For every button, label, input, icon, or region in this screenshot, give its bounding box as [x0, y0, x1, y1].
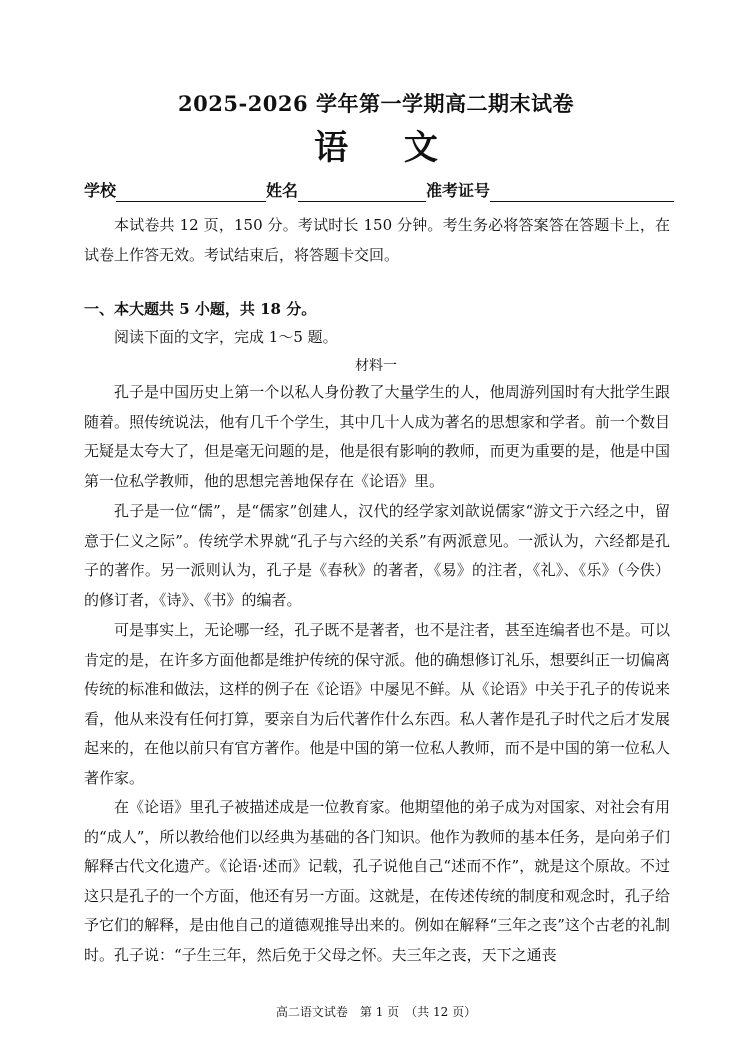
student-info-line	[84, 178, 674, 202]
section-instruction: 阅读下面的文字，完成 1～5 题。	[114, 328, 338, 346]
exam-id-label: 准考证号	[426, 181, 491, 200]
material-paragraph: 孔子是一位“儒”，是“儒家”创建人，汉代的经学家刘歆说儒家“游文于六经之中，留意于仁义之际”。传统学术界就“孔子与六经的关系”有两派意见。一派认为，六经都是孔子的著作。另一派则认为，孔子是《春秋》的著者，《易》的注者，《礼》、《乐》（今佚）的修订者，《诗》、《书》的编者。	[84, 502, 670, 609]
page-footer: 高二语文试卷 第 1 页 （共 12 页）	[275, 1005, 477, 1019]
material-title: 材料一	[355, 358, 397, 374]
exam-title: 2025-2026 学年第一学期高二期末试卷	[178, 91, 574, 116]
subject-title: 语 文	[314, 128, 460, 168]
material-paragraph: 孔子是中国历史上第一个以私人身份教了大量学生的人，他周游列国时有大批学生跟随着。照传统说法，他有几千个学生，其中几十人成为著名的思想家和学者。前一个数目无疑是太夸大了，但是毫无问题的是，他是很有影响的教师，而更为重要的是，他是中国第一位私学教师，他的思想完善地保存在《论语》里。	[84, 383, 670, 490]
exam-id-blank	[490, 183, 674, 202]
name-label: 姓名	[266, 181, 299, 200]
name-blank	[298, 183, 426, 202]
school-blank	[116, 183, 266, 202]
exam-notice: 本试卷共 12 页，150 分。考试时长 150 分钟。考生务必将答案答在答题卡上，在试卷上作答无效。考试结束后，将答题卡交回。	[84, 216, 670, 264]
section-heading: 一、本大题共 5 小题，共 18 分。	[84, 300, 317, 318]
school-label: 学校	[84, 181, 117, 200]
material-paragraph: 在《论语》里孔子被描述成是一位教育家。他期望他的弟子成为对国家、对社会有用的“成人”，所以教给他们以经典为基础的各门知识。他作为教师的基本任务，是向弟子们解释古代文化遗产。《论语·述而》记载，孔子说他自己“述而不作”，就是这个原故。不过这只是孔子的一个方面，他还有另一方面。这就是，在传述传统的制度和观念时，孔子给予它们的解释，是由他自己的道德观推导出来的。例如在解释“三年之丧”这个古老的礼制时。孔子说：“子生三年，然后免于父母之怀。夫三年之丧，天下之通丧	[84, 798, 670, 964]
material-paragraph: 可是事实上，无论哪一经，孔子既不是著者，也不是注者，甚至连编者也不是。可以肯定的是，在许多方面他都是维护传统的保守派。他的确想修订礼乐，想要纠正一切偏离传统的标准和做法，这样的例子在《论语》中屡见不鲜。从《论语》中关于孔子的传说来看，他从来没有任何打算，要亲自为后代著作什么东西。私人著作是孔子时代之后才发展起来的，在他以前只有官方著作。他是中国的第一位私人教师，而不是中国的第一位私人著作家。	[84, 621, 670, 787]
